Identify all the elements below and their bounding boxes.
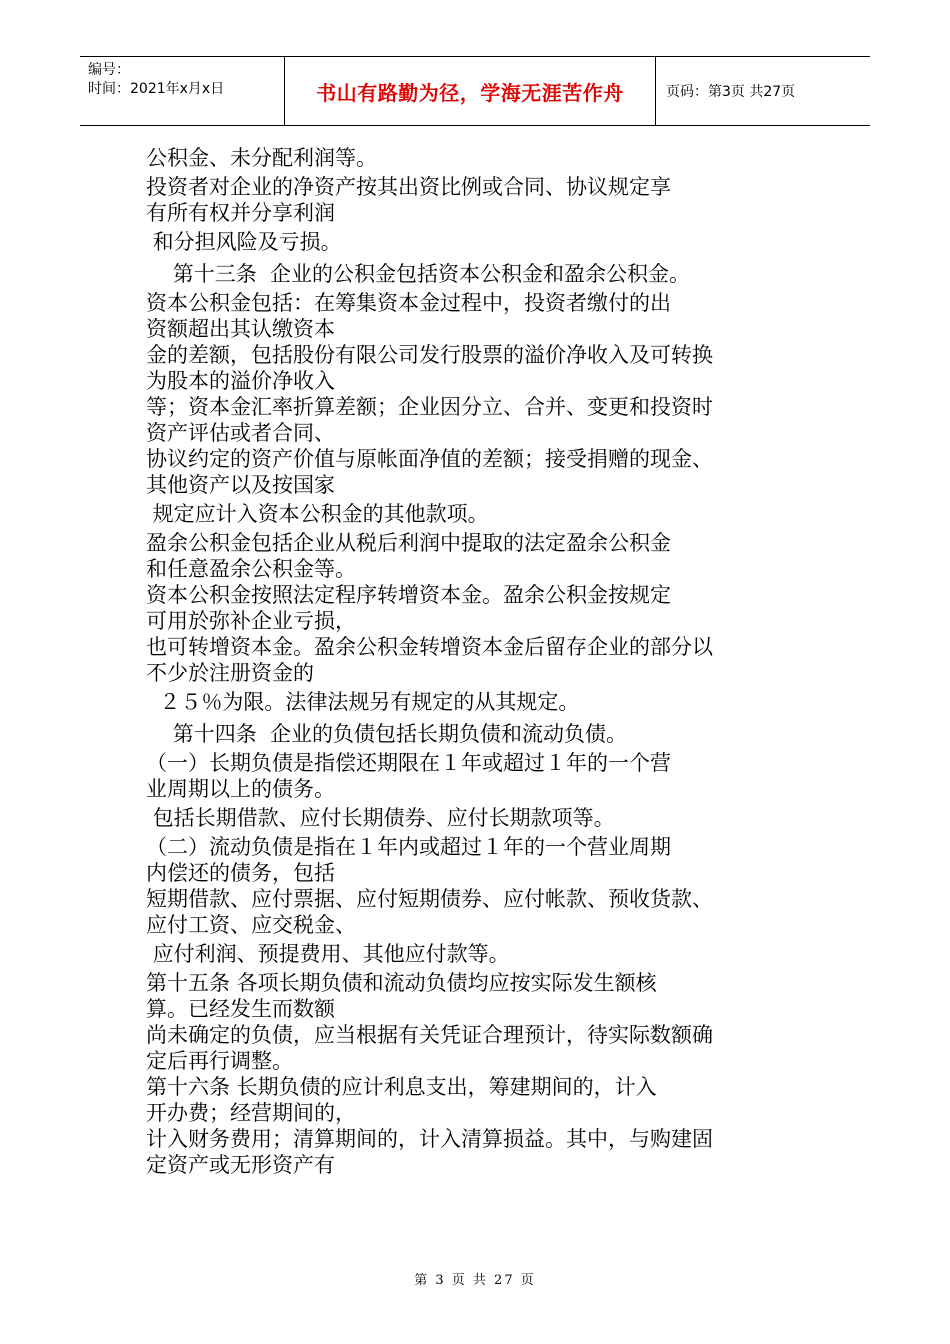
body-line: 盈余公积金包括企业从税后利润中提取的法定盈余公积金 和任意盈余公积金等。 bbox=[146, 531, 671, 581]
body-line: 短期借款、应付票据、应付短期债券、应付帐款、预收货款、 应付工资、应交税金、 bbox=[146, 887, 713, 937]
document-number-label: 编号： bbox=[88, 62, 130, 78]
body-line: 包括长期借款、应付长期债券、应付长期款项等。 bbox=[146, 806, 615, 830]
body-line: ２５％为限。法律法规另有规定的从其规定。 bbox=[146, 690, 580, 714]
header-meta bbox=[80, 57, 284, 125]
body-line: 规定应计入资本公积金的其他款项。 bbox=[146, 502, 489, 526]
body-line: 计入财务费用；清算期间的，计入清算损益。其中，与购建固 定资产或无形资产有 bbox=[146, 1127, 713, 1177]
body-line: 和分担风险及亏损。 bbox=[146, 230, 342, 254]
document-body bbox=[146, 142, 806, 1178]
body-line: 第十三条 企业的公积金包括资本公积金和盈余公积金。 bbox=[146, 262, 691, 286]
page-footer: 第 3 页 共 27 页 bbox=[414, 1273, 536, 1288]
body-line: 第十四条 企业的负债包括长期负债和流动负债。 bbox=[146, 722, 628, 746]
body-line: （一）长期负债是指偿还期限在１年或超过１年的一个营 业周期以上的债务。 bbox=[146, 751, 671, 801]
document-date: 时间：2021年x月x日 bbox=[88, 81, 225, 97]
page-header bbox=[80, 56, 870, 126]
body-line: 协议约定的资产价值与原帐面净值的差额；接受捐赠的现金、 其他资产以及按国家 bbox=[146, 447, 713, 497]
body-line: 金的差额，包括股份有限公司发行股票的溢价净收入及可转换 为股本的溢价净收入 bbox=[146, 343, 713, 393]
body-line: 尚未确定的负债，应当根据有关凭证合理预计，待实际数额确 定后再行调整。 bbox=[146, 1023, 713, 1073]
body-line: 投资者对企业的净资产按其出资比例或合同、协议规定享 有所有权并分享利润 bbox=[146, 175, 671, 225]
body-line: 等；资本金汇率折算差额；企业因分立、合并、变更和投资时 资产评估或者合同、 bbox=[146, 395, 713, 445]
header-motto: 书山有路勤为径，学海无涯苦作舟 bbox=[284, 57, 656, 125]
body-line: 资本公积金包括：在筹集资本金过程中，投资者缴付的出 资额超出其认缴资本 bbox=[146, 291, 671, 341]
body-line: （二）流动负债是指在１年内或超过１年的一个营业周期 内偿还的债务，包括 bbox=[146, 835, 671, 885]
body-line: 公积金、未分配利润等。 bbox=[146, 146, 377, 170]
body-line: 第十六条 长期负债的应计利息支出，筹建期间的，计入 开办费；经营期间的， bbox=[146, 1075, 657, 1125]
body-line: 也可转增资本金。盈余公积金转增资本金后留存企业的部分以 不少於注册资金的 bbox=[146, 635, 713, 685]
body-line: 资本公积金按照法定程序转增资本金。盈余公积金按规定 可用於弥补企业亏损， bbox=[146, 583, 671, 633]
body-line: 应付利润、预提费用、其他应付款等。 bbox=[146, 942, 510, 966]
body-line: 第十五条 各项长期负债和流动负债均应按实际发生额核 算。已经发生而数额 bbox=[146, 971, 657, 1021]
header-page-info: 页码：第3页 共27页 bbox=[666, 84, 796, 100]
